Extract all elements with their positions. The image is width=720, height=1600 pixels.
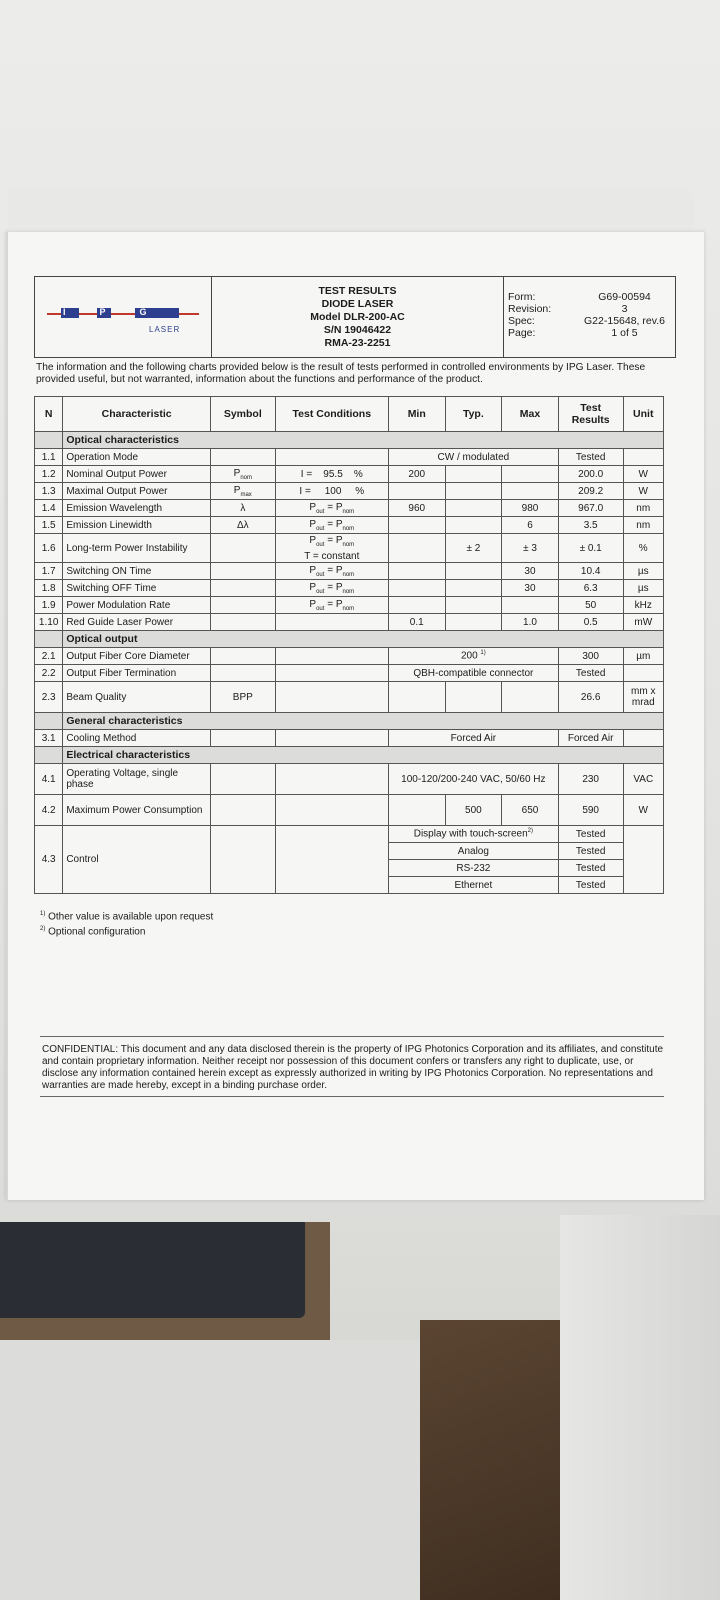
table-row (35, 665, 664, 682)
cell-max: ± 3 (502, 534, 559, 563)
cell-result: Tested (558, 449, 623, 466)
cell-result: 209.2 (558, 483, 623, 500)
cell-characteristic: Red Guide Laser Power (63, 614, 211, 631)
cell-condition: $P_{out} = P_{nom}$ (275, 563, 388, 580)
cell-typ: ± 2 (445, 534, 502, 563)
cell-condition: $P_{out} = P_{nom}$ (275, 517, 388, 534)
cell-n: 4.1 (35, 764, 63, 795)
col-header: N (35, 397, 63, 432)
cell-condition: $P_{out} = P_{nom}$ T = constant (275, 534, 388, 563)
meta-label: Page: (508, 327, 536, 339)
cell-result: Tested (558, 826, 623, 843)
cell-symbol: λ (210, 500, 275, 517)
cell-condition: I = 100 % (275, 483, 388, 500)
cell-result: 26.6 (558, 682, 623, 713)
back-sheet (8, 187, 694, 229)
cell-condition: $P_{out} = P_{nom}$ (275, 500, 388, 517)
cell-min: 200 (388, 466, 445, 483)
cell-unit: W (623, 466, 663, 483)
background-board-inner (0, 1222, 305, 1318)
cell-unit: mm x mrad (623, 682, 663, 713)
cell-n: 4.2 (35, 795, 63, 826)
cell-result: 200.0 (558, 466, 623, 483)
title-line: S/N 19046422 (323, 324, 392, 336)
divider (40, 1036, 664, 1037)
divider (40, 1096, 664, 1097)
cell-characteristic: Switching OFF Time (63, 580, 211, 597)
col-header: Max (502, 397, 559, 432)
cell-symbol: BPP (210, 682, 275, 713)
cell-max: 980 (502, 500, 559, 517)
table-row (35, 597, 664, 614)
confidential-notice: CONFIDENTIAL: This document and any data disclosed therein is the property of IPG Photonics Corporation and its affiliates, and constitute and contain proprietary information. Neither receipt nor possession of this document confers or transfers any right to duplicate, use, or disclose any information contained herein except as expressly authorized in writing by IPG Photonics Corporation. No representations and warranties are made hereby, except in a binding purchase order. (42, 1044, 664, 1091)
cell-characteristic: Power Modulation Rate (63, 597, 211, 614)
cell-characteristic: Long-term Power Instability (63, 534, 211, 563)
cell-span: Ethernet (388, 877, 558, 894)
section-row (35, 747, 664, 764)
document-meta (504, 277, 675, 357)
cell-result: Tested (558, 843, 623, 860)
table-row (35, 764, 664, 795)
cell-condition: I = 95.5 % (275, 466, 388, 483)
col-header: Test Conditions (275, 397, 388, 432)
cell-result: Tested (558, 860, 623, 877)
cell-n: 1.2 (35, 466, 63, 483)
cell-span: 100-120/200-240 VAC, 50/60 Hz (388, 764, 558, 795)
cell-unit: nm (623, 517, 663, 534)
cell-n: 2.2 (35, 665, 63, 682)
cell-characteristic: Nominal Output Power (63, 466, 211, 483)
cell-characteristic: Switching ON Time (63, 563, 211, 580)
table-row (35, 563, 664, 580)
section-row (35, 713, 664, 730)
cell-result: 230 (558, 764, 623, 795)
intro-text: The information and the following charts provided below is the result of tests performed in controlled environments by IPG Laser. These provided useful, but not warranted, information about the functions and performance of the product. (36, 362, 646, 385)
cell-characteristic: Output Fiber Core Diameter (63, 648, 211, 665)
cell-characteristic: Cooling Method (63, 730, 211, 747)
cell-typ: 500 (445, 795, 502, 826)
title-line: Model DLR-200-AC (310, 311, 405, 323)
table-row (35, 580, 664, 597)
page-edge (6, 232, 8, 1200)
table-row (35, 648, 664, 665)
cell-result: 967.0 (558, 500, 623, 517)
logo-text: IPG (63, 307, 181, 317)
document-title (212, 277, 504, 357)
cell-characteristic: Operation Mode (63, 449, 211, 466)
cell-max: 30 (502, 563, 559, 580)
cell-span: 200 $^{1)}$ (388, 648, 558, 665)
col-header: Unit (623, 397, 663, 432)
cell-unit: µs (623, 563, 663, 580)
cell-n: 2.3 (35, 682, 63, 713)
cell-min: 960 (388, 500, 445, 517)
cell-max: 30 (502, 580, 559, 597)
meta-label: Form: (508, 291, 536, 303)
cell-max: 1.0 (502, 614, 559, 631)
cell-result: 50 (558, 597, 623, 614)
cell-span: Display with touch-screen$^{2)}$ (388, 826, 558, 843)
title-line: RMA-23-2251 (324, 337, 391, 349)
cell-condition: $P_{out} = P_{nom}$ (275, 597, 388, 614)
cell-result: Tested (558, 877, 623, 894)
cell-result: 6.3 (558, 580, 623, 597)
cell-n: 1.9 (35, 597, 63, 614)
table-header-row (35, 397, 664, 432)
cell-symbol: Δλ (210, 517, 275, 534)
cell-result: ± 0.1 (558, 534, 623, 563)
cell-n: 3.1 (35, 730, 63, 747)
background-bench (0, 1340, 445, 1600)
col-header: Typ. (445, 397, 502, 432)
header-box (34, 276, 676, 358)
cell-unit: W (623, 483, 663, 500)
cell-result: 300 (558, 648, 623, 665)
cell-n: 4.3 (35, 826, 63, 894)
table-row (35, 795, 664, 826)
background-cabinet (560, 1215, 720, 1600)
cell-n: 1.7 (35, 563, 63, 580)
section-row (35, 631, 664, 648)
cell-unit: % (623, 534, 663, 563)
logo (35, 277, 212, 357)
table-row (35, 517, 664, 534)
cell-characteristic: Beam Quality (63, 682, 211, 713)
meta-label: Revision: (508, 303, 552, 315)
cell-symbol: $P_{max}$ (210, 483, 275, 500)
cell-symbol: $P_{nom}$ (210, 466, 275, 483)
title-line: TEST RESULTS (318, 285, 397, 297)
section-title: Electrical characteristics (63, 747, 664, 764)
cell-unit: mW (623, 614, 663, 631)
table-row (35, 483, 664, 500)
table-row (35, 826, 664, 843)
section-title: General characteristics (63, 713, 664, 730)
col-header: Characteristic (63, 397, 211, 432)
cell-n: 1.4 (35, 500, 63, 517)
cell-span: Forced Air (388, 730, 558, 747)
cell-max: 650 (502, 795, 559, 826)
cell-span: Analog (388, 843, 558, 860)
table-row (35, 534, 664, 563)
meta-value-revision: 3 (621, 303, 628, 315)
meta-label: Spec: (508, 315, 535, 327)
meta-value-page: 1 of 5 (611, 327, 638, 339)
spec-table (34, 396, 664, 894)
logo-subtext: LASER (149, 325, 181, 334)
cell-unit: kHz (623, 597, 663, 614)
table-row (35, 614, 664, 631)
table-row (35, 730, 664, 747)
cell-n: 1.3 (35, 483, 63, 500)
cell-characteristic: Maximum Power Consumption (63, 795, 211, 826)
cell-result: 3.5 (558, 517, 623, 534)
cell-result: Tested (558, 665, 623, 682)
col-header: Min (388, 397, 445, 432)
cell-characteristic: Emission Wavelength (63, 500, 211, 517)
cell-n: 1.6 (35, 534, 63, 563)
cell-characteristic: Operating Voltage, single phase (63, 764, 211, 795)
cell-min: 0.1 (388, 614, 445, 631)
cell-unit: W (623, 795, 663, 826)
cell-characteristic: Emission Linewidth (63, 517, 211, 534)
cell-result: 0.5 (558, 614, 623, 631)
footnote: $^{1)}$ Other value is available upon request (40, 911, 214, 923)
cell-n: 1.8 (35, 580, 63, 597)
cell-span: RS-232 (388, 860, 558, 877)
table-row (35, 449, 664, 466)
cell-n: 2.1 (35, 648, 63, 665)
cell-max: 6 (502, 517, 559, 534)
col-header: Symbol (210, 397, 275, 432)
cell-unit: µm (623, 648, 663, 665)
footnote: $^{2)}$ Optional configuration (40, 926, 146, 938)
document-page (6, 232, 704, 1200)
meta-value-form: G69-00594 (598, 291, 651, 303)
cell-condition: $P_{out} = P_{nom}$ (275, 580, 388, 597)
section-row (35, 432, 664, 449)
section-title: Optical output (63, 631, 664, 648)
cell-n: 1.5 (35, 517, 63, 534)
cell-characteristic: Maximal Output Power (63, 483, 211, 500)
cell-n: 1.10 (35, 614, 63, 631)
meta-value-spec: G22-15648, rev.6 (584, 315, 665, 327)
cell-span: QBH-compatible connector (388, 665, 558, 682)
table-row (35, 500, 664, 517)
cell-span: CW / modulated (388, 449, 558, 466)
cell-unit: nm (623, 500, 663, 517)
title-line: DIODE LASER (321, 298, 394, 310)
cell-characteristic: Control (63, 826, 211, 894)
col-header: Test Results (558, 397, 623, 432)
section-title: Optical characteristics (63, 432, 664, 449)
cell-unit: µs (623, 580, 663, 597)
cell-result: 590 (558, 795, 623, 826)
table-row (35, 466, 664, 483)
cell-characteristic: Output Fiber Termination (63, 665, 211, 682)
cell-result: 10.4 (558, 563, 623, 580)
cell-unit: VAC (623, 764, 663, 795)
table-row (35, 682, 664, 713)
footnotes (40, 908, 213, 939)
cell-n: 1.1 (35, 449, 63, 466)
cell-result: Forced Air (558, 730, 623, 747)
